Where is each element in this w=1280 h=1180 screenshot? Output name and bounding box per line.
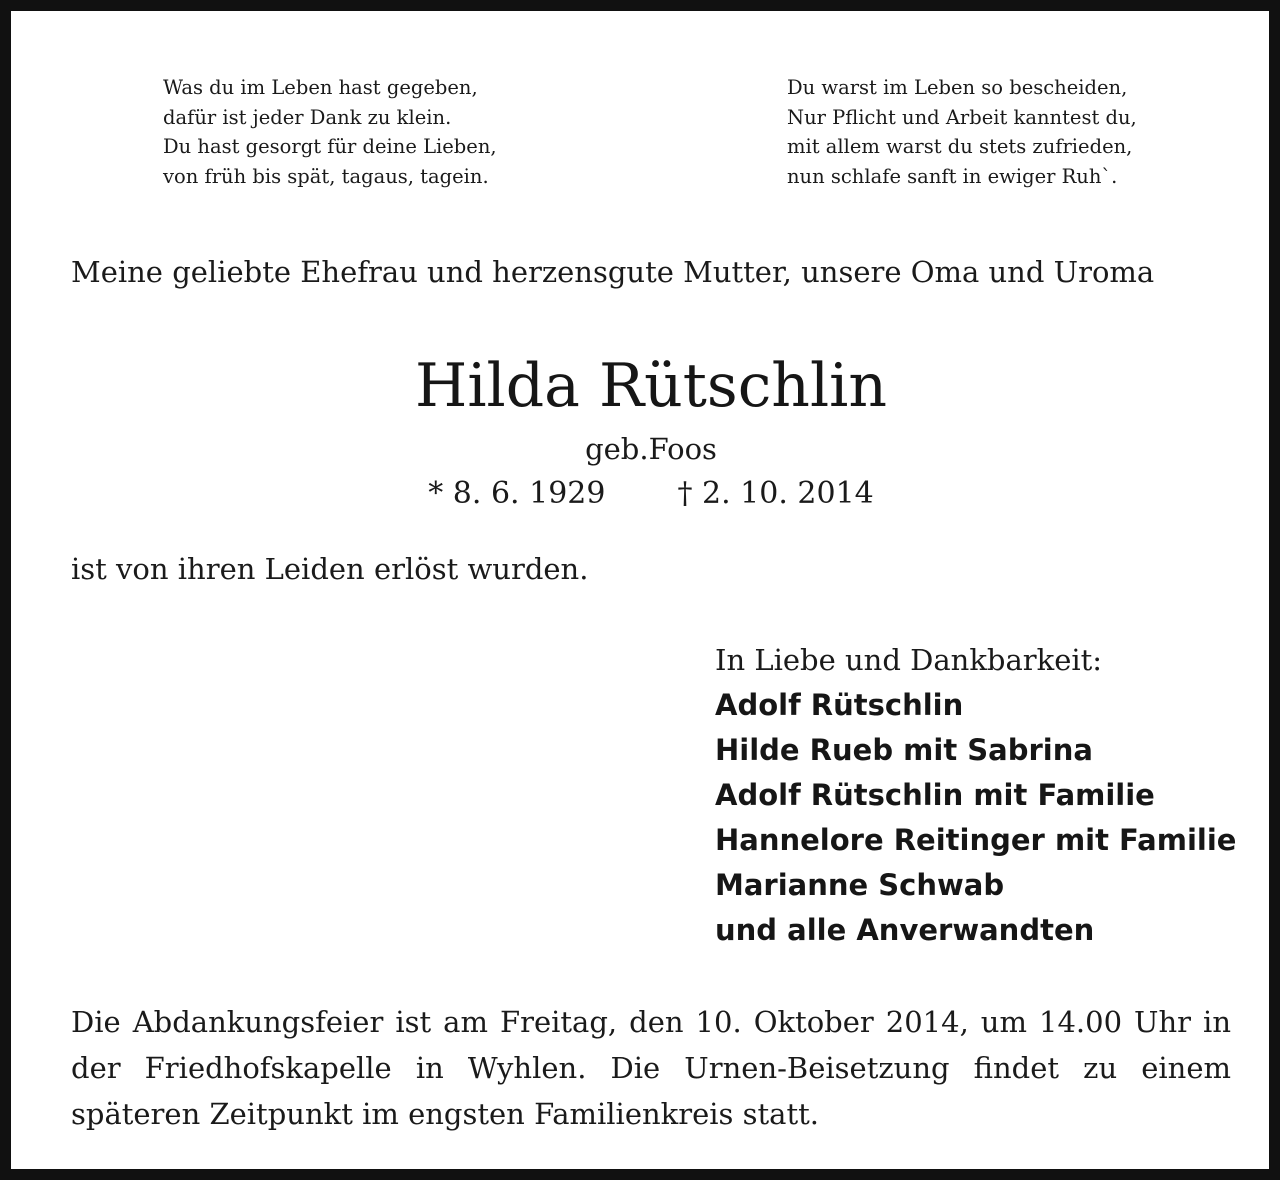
life-dates xyxy=(11,473,1280,515)
poem-line: Was du im Leben hast gegeben, xyxy=(163,76,478,99)
death-date: † 2. 10. 2014 xyxy=(677,476,874,511)
poem-line: Nur Pflicht und Arbeit kanntest du, xyxy=(787,105,1137,129)
poem-line: nun schlafe sanft in ewiger Ruh`. xyxy=(787,164,1118,188)
signoff-text: In Liebe und Dankbarkeit: xyxy=(715,643,1103,677)
poem-right xyxy=(787,73,1137,191)
poem-line: Du hast gesorgt für deine Lieben, xyxy=(163,135,497,158)
poem-line: dafür ist jeder Dank zu klein. xyxy=(163,105,452,129)
maiden-name: geb.Foos xyxy=(585,432,717,466)
mourner-name: Adolf Rütschlin mit Familie xyxy=(715,778,1155,812)
poem-line: von früh bis spät, tagaus, tagein. xyxy=(163,164,489,188)
mourner-name: und alle Anverwandten xyxy=(715,913,1095,947)
mourners-list xyxy=(715,683,1236,953)
mourner-name: Marianne Schwab xyxy=(715,868,1005,902)
poem-line: mit allem warst du stets zufrieden, xyxy=(787,135,1133,158)
poem-left xyxy=(163,73,497,191)
ceremony-details: Die Abdankungsfeier ist am Freitag, den 10. Oktober 2014, um 14.00 Uhr in der Friedhofskapelle in Wyhlen. Die Urnen-Beisetzung findet zu einem späteren Zeitpunkt im engsten Familienkreis statt. xyxy=(71,1005,1231,1131)
intro-text: Meine geliebte Ehefrau und herzensgute Mutter, unsere Oma und Uroma xyxy=(71,255,1155,289)
deceased-name: Hilda Rütschlin xyxy=(415,351,887,421)
mourner-name: Adolf Rütschlin xyxy=(715,688,964,722)
mourner-name: Hannelore Reitinger mit Familie xyxy=(715,823,1237,857)
poem-line: Du warst im Leben so bescheiden, xyxy=(787,76,1128,99)
birth-date: * 8. 6. 1929 xyxy=(428,476,606,511)
mourner-name: Hilde Rueb mit Sabrina xyxy=(715,733,1093,767)
released-text: ist von ihren Leiden erlöst wurden. xyxy=(71,552,589,586)
